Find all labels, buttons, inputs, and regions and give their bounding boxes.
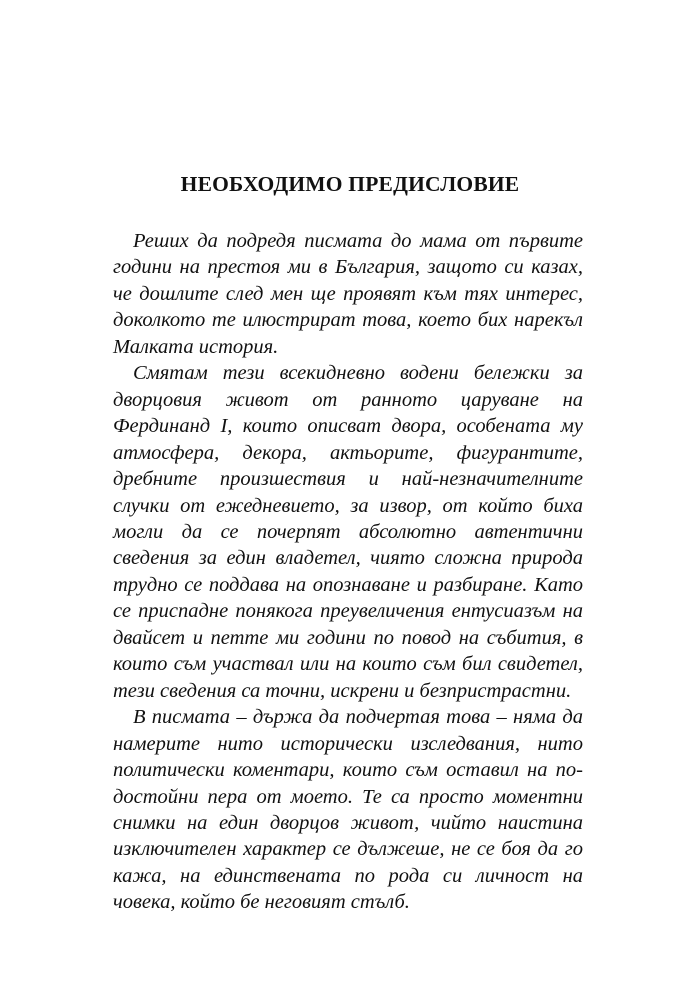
- text-line: години на престоя ми в България, защото си казах,: [113, 256, 583, 279]
- text-line: Смятам тези всекидневно водени бележки за: [133, 362, 583, 385]
- text-line: Малката история.: [113, 335, 279, 358]
- text-line: сведения за един владетел, чиято сложна природа: [113, 547, 583, 570]
- body-text: [113, 228, 583, 916]
- text-line: случки от ежедневието, за извор, от който биха: [113, 494, 583, 517]
- text-line: дребните произшествия и най-незначителните: [113, 468, 583, 491]
- text-line: дворцовия живот от ранното царуване на: [113, 388, 583, 411]
- text-line: че дошлите след мен ще проявят към тях интерес,: [113, 282, 583, 305]
- text-line: се приспадне понякога преувеличения ентусиазъм на: [113, 600, 583, 623]
- text-line: изключителен характер се дължеше, не се боя да го: [113, 838, 583, 861]
- text-line: Фердинанд I, които описват двора, особената му: [113, 415, 583, 438]
- text-line: човека, който бе неговият стълб.: [113, 891, 410, 914]
- paragraph-2: [113, 360, 583, 704]
- text-line: атмосфера, декора, актьорите, фигурантите,: [113, 441, 583, 464]
- paragraph-3: [113, 704, 583, 916]
- text-line: могли да се почерпят абсолютно автентични: [113, 520, 583, 543]
- text-line: тези сведения са точни, искрени и безпристрастни.: [113, 679, 572, 702]
- text-line: снимки на един дворцов живот, чийто наистина: [113, 811, 583, 834]
- text-line: двайсет и петте ми години по повод на събития, в: [113, 626, 583, 649]
- paragraph-1: [113, 228, 583, 360]
- text-line: достойни пера от моето. Те са просто моментни: [113, 785, 583, 808]
- text-line: политически коментари, които съм оставил на по-: [113, 759, 583, 782]
- text-line: които съм участвал или на които съм бил свидетел,: [113, 653, 583, 676]
- chapter-title: НЕОБХОДИМО ПРЕДИСЛОВИЕ: [180, 172, 520, 196]
- text-line: доколкото те илюстрират това, което бих нарекъл: [113, 309, 583, 332]
- text-line: намерите нито исторически изследвания, нито: [113, 732, 583, 755]
- text-line: В писмата – държа да подчертая това – няма да: [133, 706, 583, 729]
- text-line: Реших да подредя писмата до мама от първите: [133, 230, 583, 252]
- text-line: трудно се поддава на опознаване и разбиране. Като: [113, 573, 583, 596]
- text-line: кажа, на единствената по рода си личност на: [113, 864, 583, 887]
